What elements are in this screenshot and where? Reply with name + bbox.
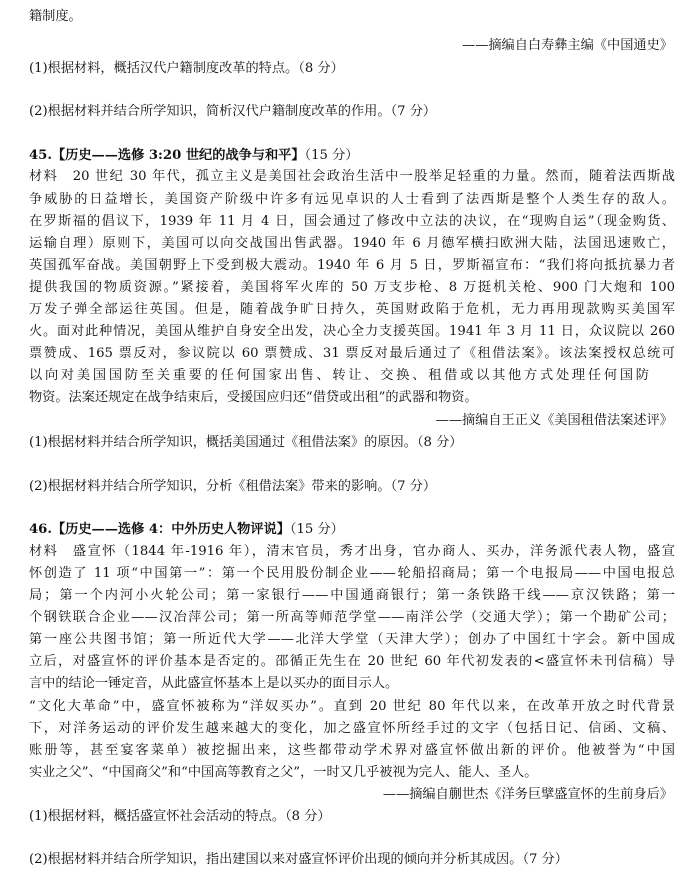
q45-material-line: 提供我国的物质资源。”紧接着，美国将军火库的 50 万支步枪、8 万挺机关枪、900 门大炮和 100 [29,280,675,295]
q45-material-line: 运输自理）原则下，美国可以向交战国出售武器。1940 年 6 月德军横扫欧洲大陆，法国迅速败亡， [29,236,675,251]
q46-source: ——摘编自蒯世杰《洋务巨擘盛宣怀的生前身后》 [382,787,673,802]
q45-points: （15 分） [304,148,359,163]
q46-material-line: 实业之父”、“中国商父”和“中国高等教育之父”，一时又几乎被视为完人、能人、圣人。 [29,765,538,780]
q46-material-line: 立后，对盛宣怀的评价基本是否定的。邵循正先生在 20 世纪 60 年代初发表的<盛宣怀未刊信稿）导 [29,654,675,669]
q46-heading [29,519,675,541]
q45-source: ——摘编自王正义《美国租借法案述评》 [435,413,673,428]
q46-material-line: 材料 盛宣怀（1844 年-1916 年），清末官员，秀才出身，官办商人、买办，洋务派代表人物，盛宣 [29,544,675,559]
q45-material-line: 以向对美国国防至关重要的任何国家出售、转让、交换、租借或以其他方式处理任何国防 [29,368,649,383]
material-source: ——摘编自白寿彝主编《中国通史》 [462,38,673,53]
q46-material-line: 局；第一个内河小火轮公司；第一家银行——中国通商银行；第一条铁路干线——京汉铁路；第一 [29,588,675,603]
q46-material-line: 账册等，甚至宴客菜单）被挖掘出来，这些都带动学术界对盛宣怀做出新的评价。他被誉为“中国 [29,743,675,758]
q45-material-line: 争威胁的日益增长，美国资产阶级中许多有远见卓识的人士看到了法西斯是整个人类生存的敌人。 [29,192,675,207]
q45-material-line: 物资。法案还规定在战争结束后，受援国应归还“借贷或出租”的武器和物资。 [29,390,478,405]
q45-question-1: (1)根据材料并结合所学知识，概括美国通过《租借法案》的原因。（8 分） [29,435,463,450]
q46-material-line: 第一座公共图书馆；第一所近代大学——北洋大学堂（天津大学）；创办了中国红十字会。新中国成 [29,632,675,647]
q45-material-line: 英国孤军奋战。美国朝野上下受到极大震动。1940 年 6 月 5 日，罗斯福宣布：“我们将向抵抗暴力者 [29,258,675,273]
q46-question-1: (1)根据材料，概括盛宣怀社会活动的特点。（8 分） [29,809,331,824]
question-2: (2)根据材料并结合所学知识，简析汉代户籍制度改革的作用。（7 分） [29,104,437,119]
question-1: (1)根据材料，概括汉代户籍制度改革的特点。（8 分） [29,61,344,76]
q46-points: （15 分） [289,522,344,537]
q45-material-line: 票赞成、165 票反对，参议院以 60 票赞成、31 票反对最后通过了《租借法案》。该法案授权总统可 [29,346,675,361]
q46-material-line: “文化大革命”中，盛宣怀被称为“洋奴买办”。直到 20 世纪 80 年代以来，在改革开放之时代背景 [29,699,675,714]
q46-material-line: 个钢铁联合企业——汉冶萍公司；第一所高等师范学堂——南洋公学（交通大学）；第一个勘矿公司； [29,610,675,625]
q45-heading-text: 45.【历史——选修 3:20 世纪的战争与和平】 [29,148,305,163]
q45-material-line: 在罗斯福的倡议下，1939 年 11 月 4 日，国会通过了修改中立法的决议，在“现购自运”（现金购货、 [29,214,675,229]
q45-material-line: 火。面对此种情况，美国从维护自身安全出发，决心全力支援英国。1941 年 3 月 11 日，众议院以 260 [29,324,675,339]
q45-material-line: 万发子弹全部运往英国。但是，随着战争旷日持久，英国财政陷于危机，无力再用现款购买美国军 [29,302,675,317]
q46-question-2: (2)根据材料并结合所学知识，指出建国以来对盛宣怀评价出现的倾向并分析其成因。（7 分） [29,852,568,867]
q46-material-line: 下，对洋务运动的评价发生越来越大的变化，加之盛宣怀所经手过的文字（包括日记、信函、文稿、 [29,721,675,736]
q46-material-line: 怀创造了 11 项“中国第一”：第一个民用股份制企业——轮船招商局；第一个电报局——中国电报总 [29,566,675,581]
q45-question-2: (2)根据材料并结合所学知识，分析《租借法案》带来的影响。（7 分） [29,479,437,494]
material-continuation: 籍制度。 [29,9,82,24]
q46-heading-text: 46.【历史——选修 4：中外历史人物评说】 [29,522,290,537]
q46-material-line: 言中的结论一锤定音，从此盛宣怀基本上是以买办的面目示人。 [29,676,399,691]
q45-heading [29,145,675,167]
q45-material-line: 材料 20 世纪 30 年代，孤立主义是美国社会政治生活中一股举足轻重的力量。然而，随着法西斯战 [29,169,675,184]
